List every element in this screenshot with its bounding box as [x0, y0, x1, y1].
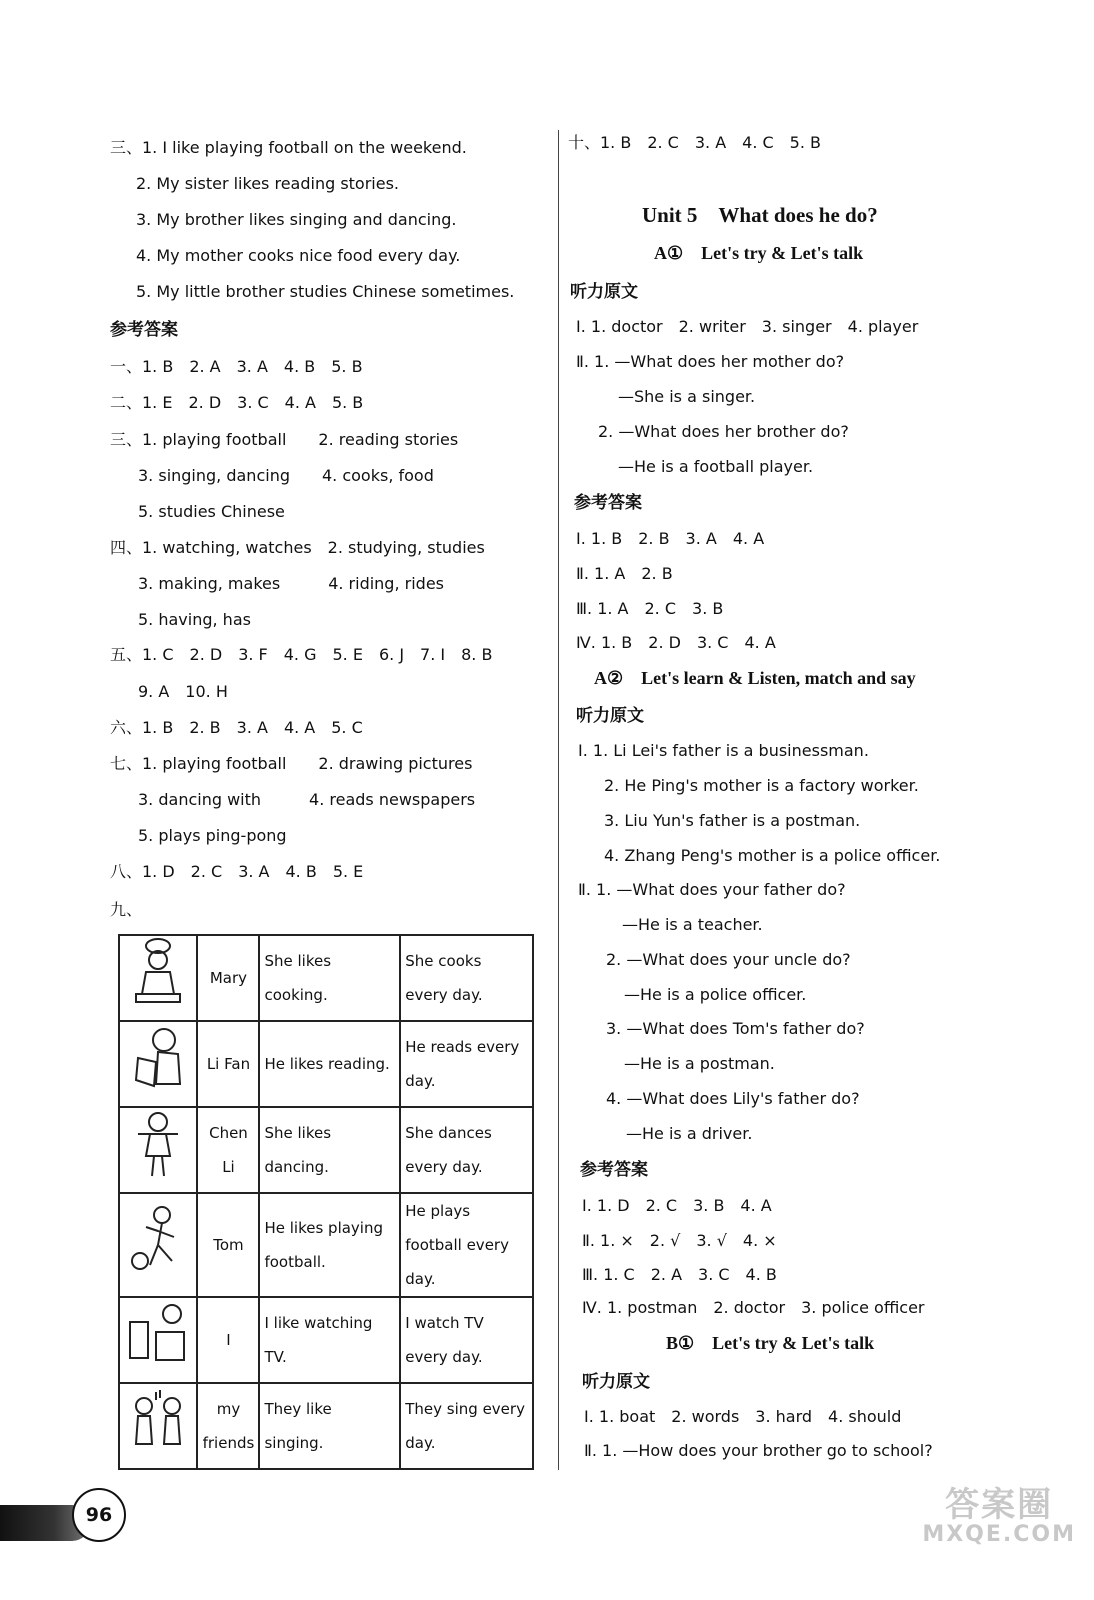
singing-friends-icon [127, 1384, 189, 1456]
answer-line: 5. studies Chinese [138, 502, 285, 521]
likes-cell: She likes cooking. [259, 935, 400, 1021]
answer-line: 七、1. playing football 2. drawing pictures [110, 754, 473, 773]
left-answer-heading: 参考答案 [110, 320, 178, 340]
answer-line: 三、1. playing football 2. reading stories [110, 430, 459, 449]
watermark-bottom: MXQE.COM [922, 1522, 1076, 1547]
column-divider [558, 130, 559, 1470]
right-top-line: 十、1. B 2. C 3. A 4. C 5. B [568, 133, 822, 152]
answer-line: Ⅰ. 1. B 2. B 3. A 4. A [576, 529, 765, 548]
answer-line: 5. plays ping-pong [138, 826, 287, 845]
answer-line: Ⅳ. 1. postman 2. doctor 3. police officer [582, 1298, 925, 1317]
listening-line: 2. —What does her brother do? [598, 422, 849, 441]
answer-line: 9. A 10. H [138, 682, 228, 701]
watermark [922, 1485, 1076, 1548]
listening-line: Ⅱ. 1. —What does your father do? [578, 880, 846, 899]
hobby-table [118, 934, 534, 1470]
page-number: 96 [72, 1488, 126, 1542]
daily-cell: She dances every day. [400, 1107, 533, 1193]
chef-girl-picture [119, 935, 197, 1021]
answer-line: Ⅳ. 1. B 2. D 3. C 4. A [576, 633, 776, 652]
table-row [119, 1383, 533, 1469]
answer-line: 3. dancing with 4. reads newspapers [138, 790, 476, 809]
listening-line: Ⅰ. 1. Li Lei's father is a businessman. [578, 741, 869, 760]
listening-line: —He is a police officer. [624, 985, 807, 1004]
table-row [119, 935, 533, 1021]
sec3-line-3: 3. My brother likes singing and dancing. [136, 210, 457, 229]
table-row [119, 1297, 533, 1383]
answer-line: 5. having, has [138, 610, 251, 629]
answer-line: Ⅲ. 1. A 2. C 3. B [576, 599, 724, 618]
dancing-girl-icon [127, 1108, 189, 1180]
tv-watching-picture [119, 1297, 197, 1383]
answer-line: Ⅱ. 1. × 2. √ 3. √ 4. × [582, 1231, 777, 1250]
sec3-line-1: 三、1. I like playing football on the weekend. [110, 138, 467, 157]
daily-cell: He reads every day. [400, 1021, 533, 1107]
name-cell: Mary [197, 935, 259, 1021]
a1-answer-heading: 参考答案 [574, 493, 642, 513]
answer-line: 九、 [110, 900, 143, 919]
name-cell: Tom [197, 1193, 259, 1297]
likes-cell: They like singing. [259, 1383, 400, 1469]
listening-line: —He is a postman. [624, 1054, 775, 1073]
name-cell: Chen Li [197, 1107, 259, 1193]
b1-listening-heading: 听力原文 [582, 1372, 650, 1392]
singing-friends-picture [119, 1383, 197, 1469]
table-row [119, 1107, 533, 1193]
daily-cell: He plays football every day. [400, 1193, 533, 1297]
daily-cell: She cooks every day. [400, 935, 533, 1021]
answer-line: Ⅲ. 1. C 2. A 3. C 4. B [582, 1265, 777, 1284]
answer-line: 八、1. D 2. C 3. A 4. B 5. E [110, 862, 364, 881]
a1-title: A① Let's try & Let's talk [654, 243, 864, 263]
answer-line: 四、1. watching, watches 2. studying, studies [110, 538, 485, 557]
listening-line: —He is a football player. [618, 457, 814, 476]
name-cell: Li Fan [197, 1021, 259, 1107]
sec3-line-2: 2. My sister likes reading stories. [136, 174, 400, 193]
daily-cell: They sing every day. [400, 1383, 533, 1469]
football-player-icon [127, 1203, 189, 1275]
listening-line: —He is a teacher. [622, 915, 763, 934]
answer-line: Ⅱ. 1. A 2. B [576, 564, 673, 583]
b1-title: B① Let's try & Let's talk [666, 1333, 875, 1353]
answer-line: Ⅰ. 1. D 2. C 3. B 4. A [582, 1196, 772, 1215]
answer-line: 一、1. B 2. A 3. A 4. B 5. B [110, 357, 363, 376]
listening-line: Ⅱ. 1. —How does your brother go to school? [584, 1441, 933, 1460]
table-row [119, 1193, 533, 1297]
football-boy-picture [119, 1193, 197, 1297]
daily-cell: I watch TV every day. [400, 1297, 533, 1383]
likes-cell: He likes reading. [259, 1021, 400, 1107]
sec3-line-5: 5. My little brother studies Chinese sometimes. [136, 282, 515, 301]
table-row [119, 1021, 533, 1107]
listening-line: 4. —What does Lily's father do? [606, 1089, 860, 1108]
listening-line: Ⅰ. 1. boat 2. words 3. hard 4. should [584, 1407, 902, 1426]
answer-line: 六、1. B 2. B 3. A 4. A 5. C [110, 718, 363, 737]
answer-line: 二、1. E 2. D 3. C 4. A 5. B [110, 393, 364, 412]
watermark-top: 答案圈 [945, 1485, 1054, 1525]
answer-line: 五、1. C 2. D 3. F 4. G 5. E 6. J 7. I 8. B [110, 645, 493, 664]
likes-cell: I like watching TV. [259, 1297, 400, 1383]
listening-line: 4. Zhang Peng's mother is a police officer. [604, 846, 941, 865]
likes-cell: He likes playing football. [259, 1193, 400, 1297]
chef-girl-icon [127, 936, 189, 1008]
unit-title: Unit 5 What does he do? [642, 203, 878, 227]
listening-line: Ⅱ. 1. —What does her mother do? [576, 352, 845, 371]
listening-line: 3. —What does Tom's father do? [606, 1019, 865, 1038]
listening-line: 2. He Ping's mother is a factory worker. [604, 776, 919, 795]
answer-line: 3. singing, dancing 4. cooks, food [138, 466, 434, 485]
a1-listening-heading: 听力原文 [570, 282, 638, 302]
listening-line: 2. —What does your uncle do? [606, 950, 851, 969]
name-cell: I [197, 1297, 259, 1383]
listening-line: —She is a singer. [618, 387, 756, 406]
watching-tv-icon [127, 1298, 189, 1370]
a2-answer-heading: 参考答案 [580, 1160, 648, 1180]
reading-boy-icon [127, 1022, 189, 1094]
sec3-line-4: 4. My mother cooks nice food every day. [136, 246, 461, 265]
answer-line: 3. making, makes 4. riding, rides [138, 574, 444, 593]
dancing-girl-picture [119, 1107, 197, 1193]
name-cell: my friends [197, 1383, 259, 1469]
a2-listening-heading: 听力原文 [576, 706, 644, 726]
listening-line: Ⅰ. 1. doctor 2. writer 3. singer 4. player [576, 317, 919, 336]
listening-line: —He is a driver. [626, 1124, 753, 1143]
listening-line: 3. Liu Yun's father is a postman. [604, 811, 861, 830]
a2-title: A② Let's learn & Listen, match and say [594, 668, 916, 688]
likes-cell: She likes dancing. [259, 1107, 400, 1193]
reading-boy-picture [119, 1021, 197, 1107]
